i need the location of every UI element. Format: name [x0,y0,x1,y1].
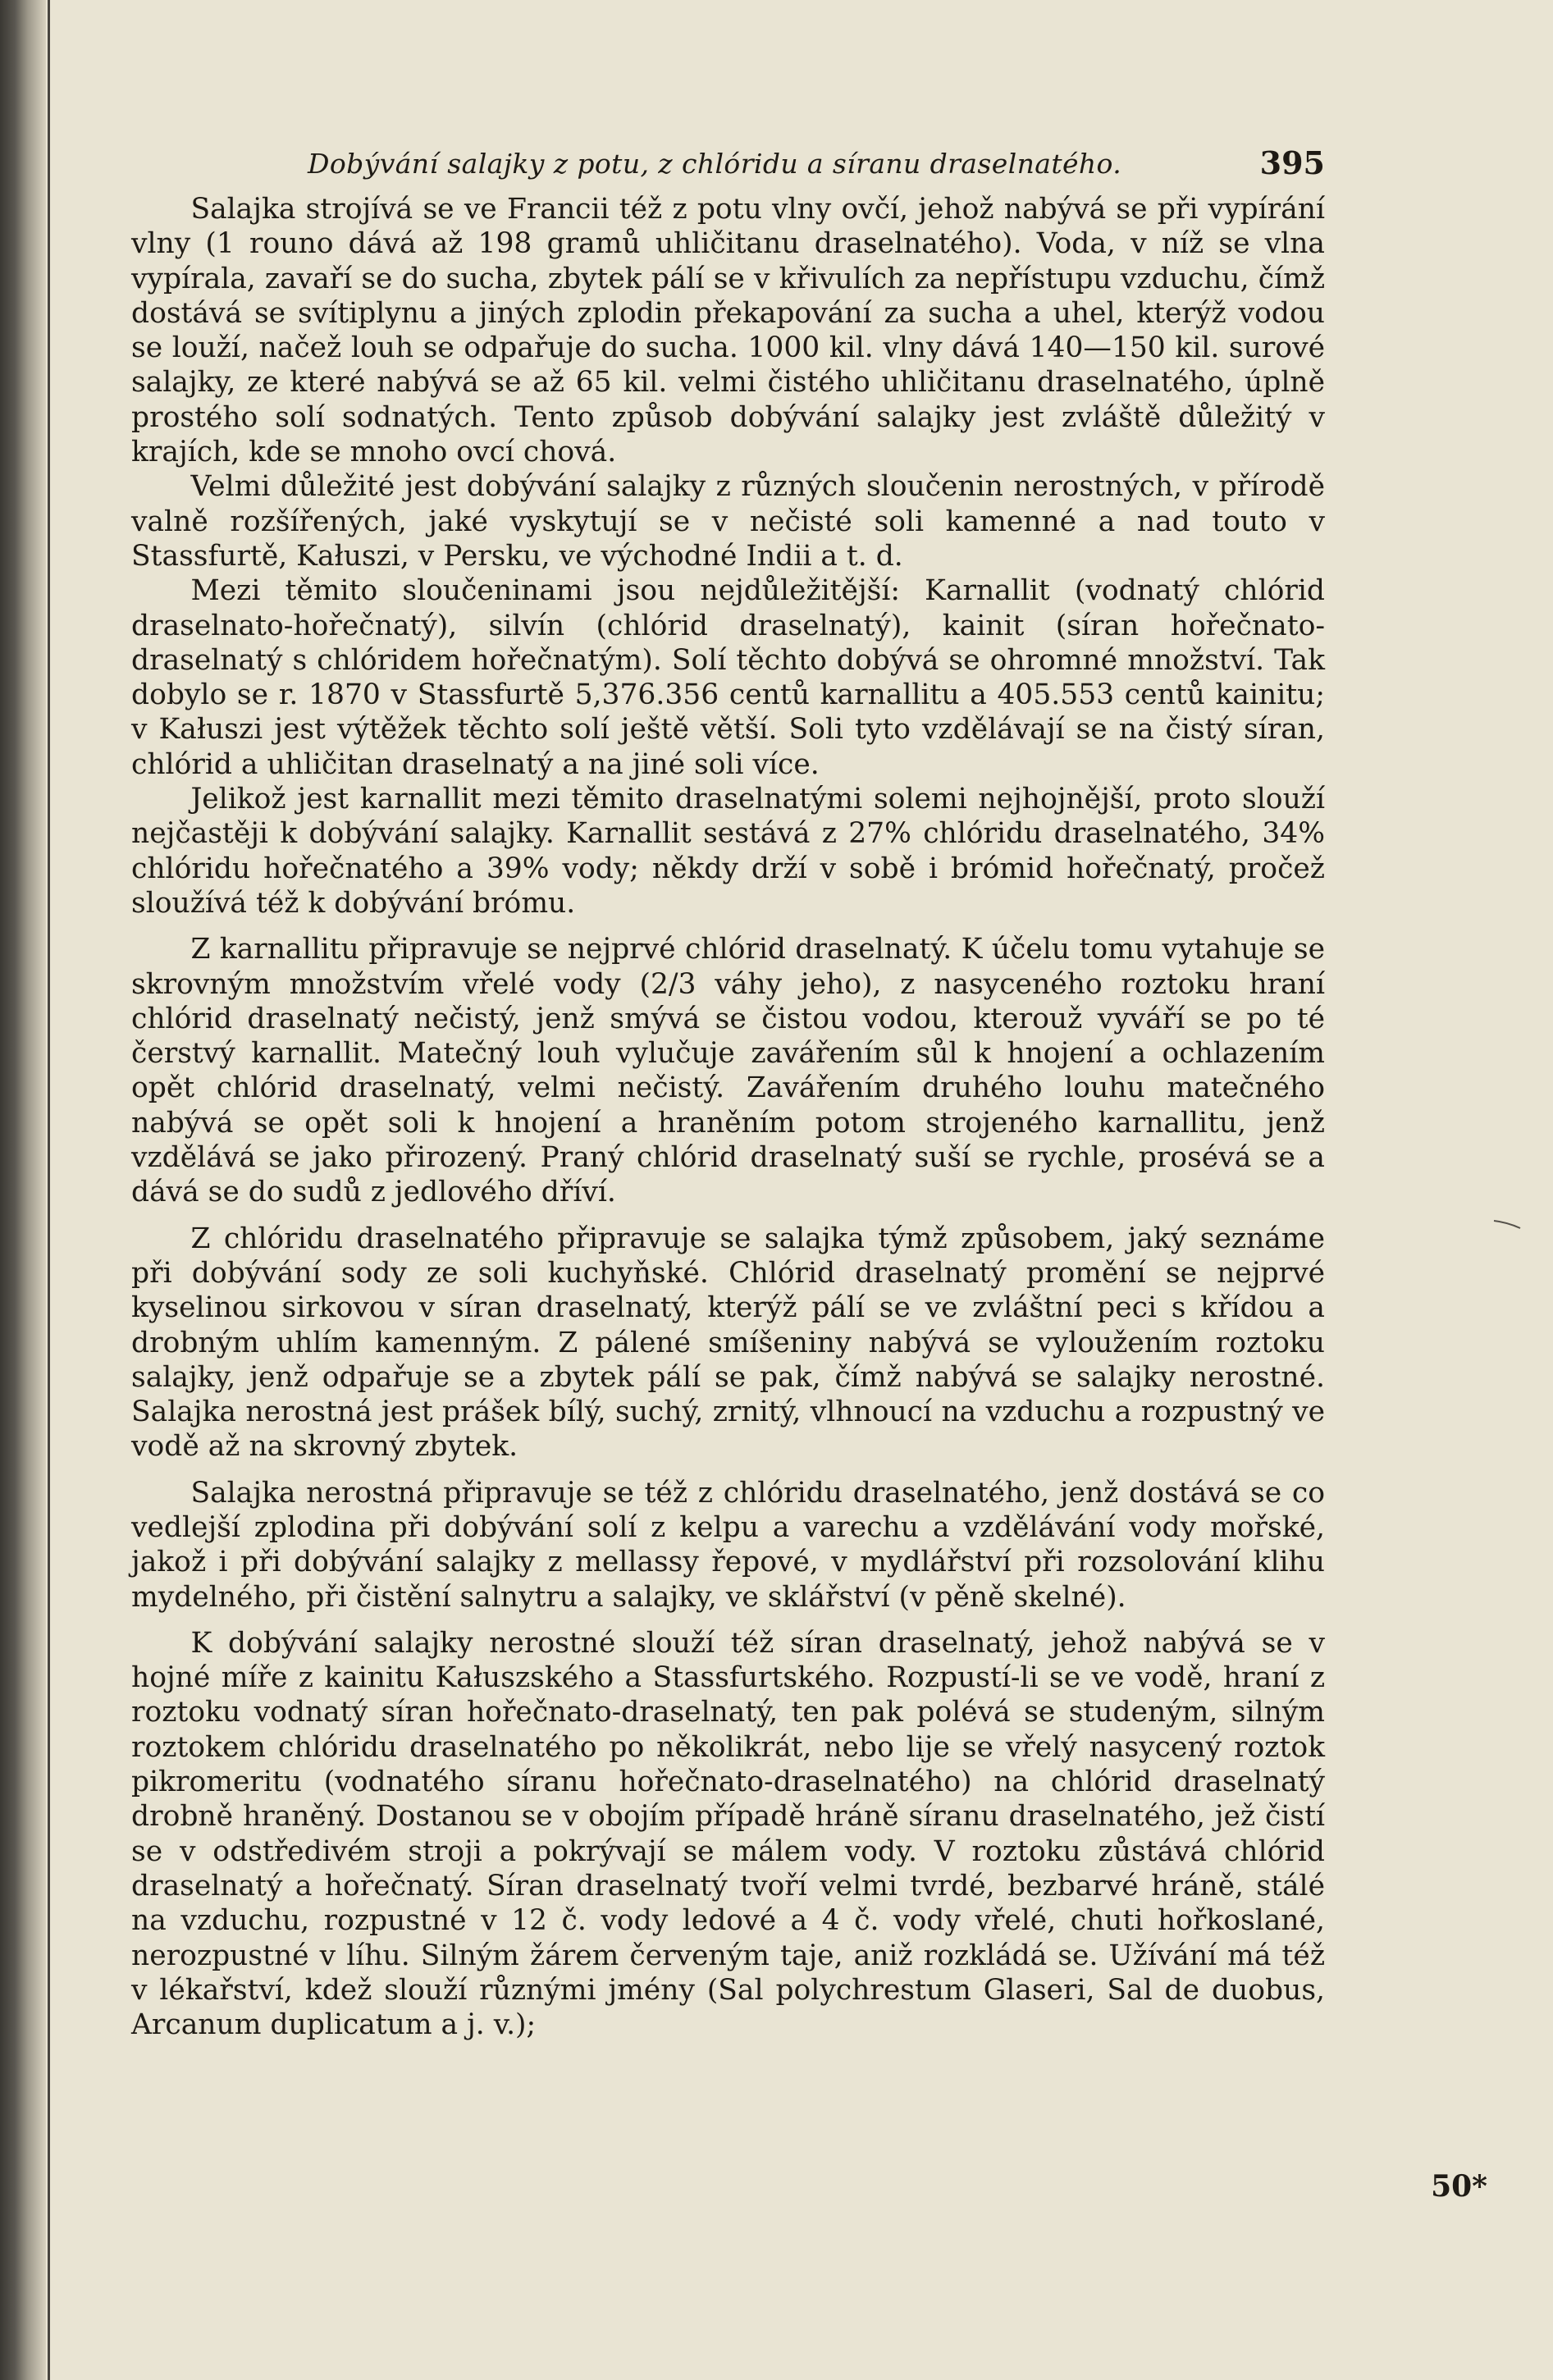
running-title: Dobývání salajky z potu, z chlóridu a síranu draselnatého. [308,148,1122,180]
book-page [131,139,1325,2042]
printer-signature-mark: 50* [1431,2169,1487,2204]
paragraph-8: K dobývání salajky nerostné slouží též síran draselnatý, jehož nabývá se v hojné míře z kainitu Kałuszského a Stassfurtského. Rozpustí-li se ve vodě, hraní z roztoku vodnatý síran hořečnato-draselnatý, ten pak polévá se studeným, silným roztokem chlóridu draselnatého po několikrát, nebo lije se vřelý nasycený roztok pikromeritu (vodnatého síranu hořečnato-draselnatého) na chlórid draselnatý drobně hraněný. Dostanou se v obojím případě hráně síranu draselnatého, jež čistí se v odstředivém stroji a pokrývají se málem vody. V roztoku zůstává chlórid draselnatý a hořečnatý. Síran draselnatý tvoří velmi tvrdé, bezbarvé hráně, stálé na vzduchu, rozpustné v 12 č. vody ledové a 4 č. vody vřelé, chuti hořkoslané, nerozpustné v líhu. Silným žárem červeným taje, aniž rozkládá se. Užívání má též v lékařství, kdež slouží různými jmény (Sal polychrestum Glaseri, Sal de duobus, Arcanum duplicatum a j. v.); [131,1626,1325,2042]
book-gutter-shadow [0,0,46,2380]
page-number: 395 [1259,144,1325,181]
paragraph-3: Mezi těmito sloučeninami jsou nejdůležitější: Karnallit (vodnatý chlórid draselnato-hořečnatý), silvín (chlórid draselnatý), kainit (síran hořečnato-draselnatý s chlóridem hořečnatým). Solí těchto dobývá se ohromné množství. Tak dobylo se r. 1870 v Stassfurtě 5,376.356 centů karnallitu a 405.553 centů kainitu; v Kałuszi jest výtěžek těchto solí ještě větší. Soli tyto vzdělávají se na čistý síran, chlórid a uhličitan draselnatý a na jiné soli více. [131,574,1325,781]
body-text [131,192,1325,2042]
paragraph-1: Salajka strojívá se ve Francii též z potu vlny ovčí, jehož nabývá se při vypírání vlny (1 rouno dává až 198 gramů uhličitanu draselnatého). Voda, v níž se vlna vypírala, zavaří se do sucha, zbytek pálí se v křivulích za nepřístupu vzduchu, čímž dostává se svítiplynu a jiných zplodin překapování za sucha a uhel, kterýž vodou se louží, načež louh se odpařuje do sucha. 1000 kil. vlny dává 140—150 kil. surové salajky, ze které nabývá se až 65 kil. velmi čistého uhličitanu draselnatého, úplně prostého solí sodnatých. Tento způsob dobývání salajky jest zvláště důležitý v krajích, kde se mnoho ovcí chová. [131,193,1325,469]
paragraph-7: Salajka nerostná připravuje se též z chlóridu draselnatého, jenž dostává se co vedlejší zplodina při dobývání solí z kelpu a varechu a vzdělávání vody mořské, jakož i při dobývání salajky z mellassy řepové, v mydlářství při rozsolování klihu mydelného, při čistění salnytru a salajky, ve sklářství (v pěně skelné). [131,1476,1325,1614]
paragraph-5: Z karnallitu připravuje se nejprvé chlórid draselnatý. K účelu tomu vytahuje se skrovným množstvím vřelé vody (2/3 váhy jeho), z nasyceného roztoku hraní chlórid draselnatý nečistý, jenž smývá se čistou vodou, kterouž vyváří se po té čerstvý karnallit. Matečný louh vylučuje zavářením sůl k hnojení a ochlazením opět chlórid draselnatý, velmi nečistý. Zavářením druhého louhu matečného nabývá se opět soli k hnojení a hraněním potom strojeného karnallitu, jenž vzdělává se jako přirozený. Praný chlórid draselnatý suší se rychle, prosévá se a dává se do sudů z jedlového dříví. [131,933,1325,1209]
paragraph-4: Jelikož jest karnallit mezi těmito draselnatými solemi nejhojnější, proto slouží nejčastěji k dobývání salajky. Karnallit sestává z 27% chlóridu draselnatého, 34% chlóridu hořečnatého a 39% vody; někdy drží v sobě i brómid hořečnatý, pročež sloužívá též k dobývání brómu. [131,783,1325,920]
paragraph-2: Velmi důležité jest dobývání salajky z různých sloučenin nerostných, v přírodě valně rozšířených, jaké vyskytují se v nečisté soli kamenné a nad touto v Stassfurtě, Kałuszi, v Persku, ve východné Indii a t. d. [131,470,1325,573]
paragraph-6: Z chlóridu draselnatého připravuje se salajka týmž způsobem, jaký seznáme při dobývání sody ze soli kuchyňské. Chlórid draselnatý promění se nejprvé kyselinou sirkovou v síran draselnatý, kterýž pálí se ve zvláštní peci s křídou a drobným uhlím kamenným. Z pálené smíšeniny nabývá se vyloužením roztoku salajky, jenž odpařuje se a zbytek pálí se pak, čímž nabývá se salajky nerostné. Salajka nerostná jest prášek bílý, suchý, zrnitý, vlhnoucí na vzduchu a rozpustný ve vodě až na skrovný zbytek. [131,1222,1325,1464]
gutter-edge-line [48,0,50,2380]
page-header [131,139,1325,192]
margin-pencil-mark [1493,1218,1521,1230]
